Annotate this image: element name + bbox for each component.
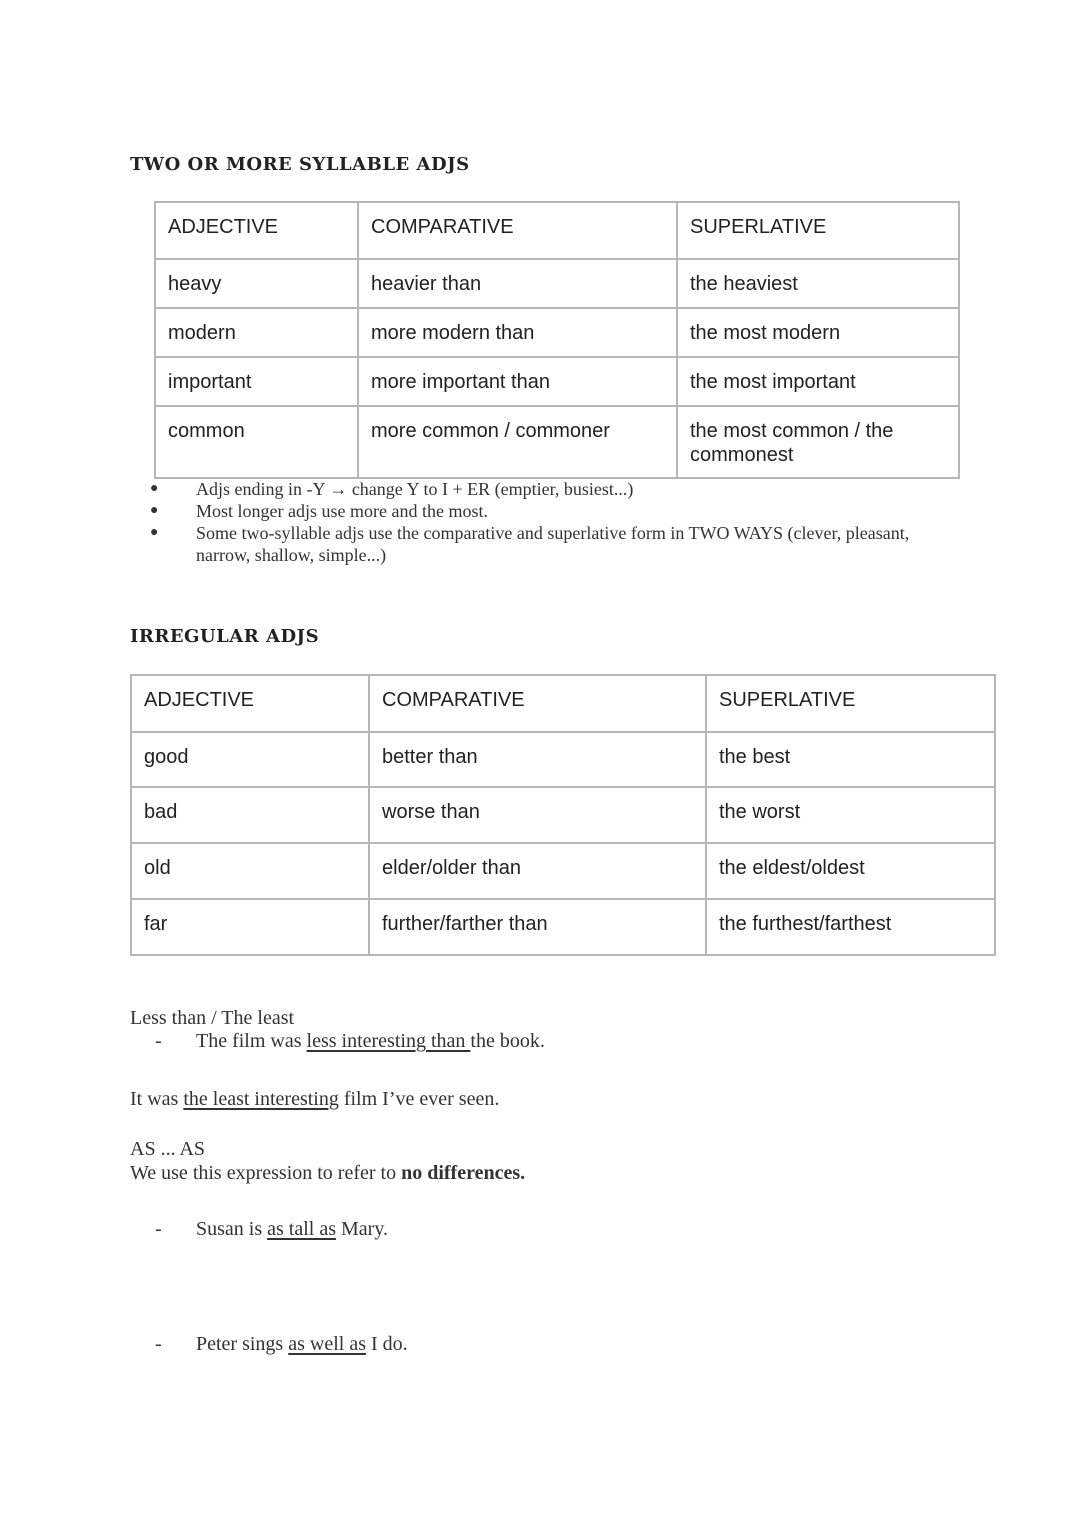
- example-sentence: The film was less interesting than the book.: [196, 1030, 545, 1052]
- table-cell: bad: [131, 787, 369, 843]
- table-cell: the most common / the commonest: [677, 406, 959, 478]
- table-cell: modern: [155, 308, 358, 357]
- table-cell: worse than: [369, 787, 706, 843]
- less-than-title: Less than / The least: [130, 1007, 295, 1029]
- table-cell: far: [131, 899, 369, 955]
- header-adjective: ADJECTIVE: [131, 675, 369, 732]
- table-cell: old: [131, 843, 369, 899]
- as-as-title: AS ... AS: [130, 1138, 206, 1160]
- table-row: [131, 899, 995, 955]
- table-header-row: [131, 675, 995, 732]
- table-cell: the worst: [706, 787, 995, 843]
- table-row: [131, 787, 995, 843]
- section1-heading: TWO OR MORE SYLLABLE ADJS: [130, 154, 470, 175]
- irregular-table: [130, 674, 996, 956]
- table-cell: more important than: [358, 357, 677, 406]
- list-item: ● Most longer adjs use more and the most.: [150, 501, 488, 521]
- table-row: [155, 259, 959, 308]
- section2-heading: IRREGULAR ADJS: [130, 626, 320, 647]
- bullet-icon: ●: [150, 481, 159, 496]
- notes-bullet-list: [130, 478, 950, 566]
- table-cell: better than: [369, 732, 706, 787]
- example-sentence: Susan is as tall as Mary.: [196, 1218, 389, 1240]
- example-sentence: It was the least interesting film I’ve ever seen.: [130, 1088, 500, 1110]
- table-cell: the most important: [677, 357, 959, 406]
- table-cell: further/farther than: [369, 899, 706, 955]
- bullet-icon: ●: [150, 503, 159, 518]
- dash-marker: -: [155, 1333, 162, 1355]
- table-cell: the best: [706, 732, 995, 787]
- table-cell: more modern than: [358, 308, 677, 357]
- table-row: [131, 843, 995, 899]
- header-superlative: SUPERLATIVE: [706, 675, 995, 732]
- table-cell: heavier than: [358, 259, 677, 308]
- header-comparative: COMPARATIVE: [369, 675, 706, 732]
- table-row: [155, 308, 959, 357]
- table-cell: heavy: [155, 259, 358, 308]
- bullet-icon: ●: [150, 525, 159, 540]
- two-syllable-table: [154, 201, 960, 479]
- dash-marker: -: [155, 1030, 162, 1052]
- table-cell: good: [131, 732, 369, 787]
- table-row: [155, 406, 959, 478]
- table-cell: the furthest/farthest: [706, 899, 995, 955]
- table-cell: elder/older than: [369, 843, 706, 899]
- dash-marker: -: [155, 1218, 162, 1240]
- header-adjective: ADJECTIVE: [155, 202, 358, 259]
- table-cell: the eldest/oldest: [706, 843, 995, 899]
- table-row: [131, 732, 995, 787]
- header-comparative: COMPARATIVE: [358, 202, 677, 259]
- example-sentence: Peter sings as well as I do.: [196, 1333, 408, 1355]
- table-cell: common: [155, 406, 358, 478]
- table-header-row: [155, 202, 959, 259]
- table-row: [155, 357, 959, 406]
- table-cell: the heaviest: [677, 259, 959, 308]
- list-item: ● Adjs ending in -Y → change Y to I + ER (emptier, busiest...): [150, 479, 634, 499]
- table-cell: the most modern: [677, 308, 959, 357]
- as-as-description: We use this expression to refer to no differences.: [130, 1162, 526, 1184]
- table-cell: important: [155, 357, 358, 406]
- list-item: ● Some two-syllable adjs use the comparative and superlative form in TWO WAYS (clever, pleasant, narrow, shallow, simple...): [150, 523, 910, 565]
- table-cell: more common / commoner: [358, 406, 677, 478]
- header-superlative: SUPERLATIVE: [677, 202, 959, 259]
